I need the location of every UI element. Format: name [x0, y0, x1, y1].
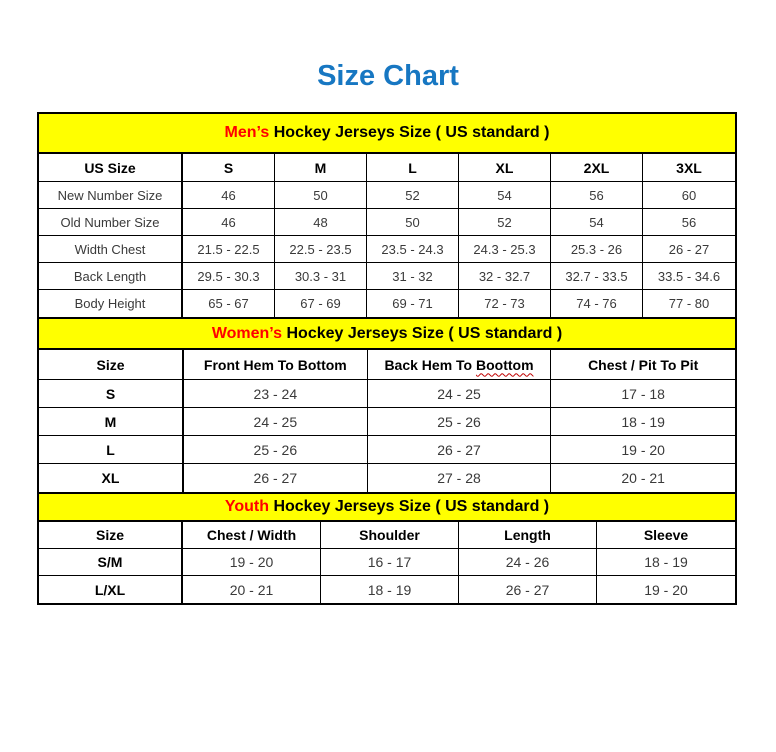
womens-table-row [39, 380, 735, 408]
mens-size-value: 69 - 71 [367, 290, 459, 317]
mens-size-value: 24.3 - 25.3 [459, 236, 551, 262]
mens-table-row [39, 236, 735, 263]
womens-section [39, 317, 735, 492]
womens-column-header [368, 350, 552, 379]
womens-table-row [39, 408, 735, 436]
womens-size-value: 25 - 26 [184, 436, 368, 463]
mens-column-header: US Size [39, 154, 183, 181]
mens-size-value: 54 [551, 209, 643, 235]
mens-size-value: 60 [681, 187, 697, 203]
mens-size-value: 21.5 - 22.5 [183, 236, 275, 262]
mens-size-value: 30.3 - 31 [275, 263, 367, 289]
mens-size-value: 77 - 80 [668, 296, 710, 311]
mens-title-highlight: Men’s [224, 124, 270, 141]
size-chart-table [37, 112, 737, 605]
womens-size-value: 19 - 20 [621, 441, 665, 458]
mens-size-value: 50 [275, 182, 367, 208]
mens-size-value: 56 [681, 214, 697, 230]
mens-column-header: S [183, 154, 275, 181]
mens-size-value: 48 [275, 209, 367, 235]
youth-table-row [39, 549, 735, 576]
mens-table-row [39, 263, 735, 290]
youth-size-value: 26 - 27 [459, 576, 597, 603]
womens-row-label: M [39, 408, 184, 435]
youth-size-value: 18 - 19 [321, 576, 459, 603]
mens-size-value: 25.3 - 26 [551, 236, 643, 262]
womens-size-value: 24 - 25 [368, 380, 552, 407]
youth-section [39, 492, 735, 603]
youth-size-value: 19 - 20 [183, 549, 321, 575]
youth-column-header-row [39, 522, 735, 549]
youth-column-header: Sleeve [643, 527, 689, 543]
youth-size-value: 20 - 21 [183, 576, 321, 603]
mens-row-label: Back Length [39, 263, 183, 289]
youth-section-title-band [39, 492, 735, 522]
youth-row-label: S/M [39, 549, 183, 575]
mens-table-row [39, 290, 735, 317]
womens-size-value: 25 - 26 [368, 408, 552, 435]
mens-column-header: 3XL [676, 159, 702, 176]
youth-table-row [39, 576, 735, 603]
mens-size-value: 32.7 - 33.5 [551, 263, 643, 289]
mens-table-row [39, 182, 735, 209]
mens-size-value: 46 [183, 182, 275, 208]
mens-row-label: New Number Size [39, 182, 183, 208]
youth-size-value: 24 - 26 [459, 549, 597, 575]
womens-title-text: Hockey Jerseys Size ( US standard ) [286, 324, 563, 342]
youth-size-value: 18 - 19 [644, 554, 688, 570]
womens-row-label: L [39, 436, 184, 463]
mens-size-value: 65 - 67 [183, 290, 275, 317]
womens-table-row [39, 464, 735, 492]
youth-size-value: 16 - 17 [321, 549, 459, 575]
mens-section [39, 114, 735, 317]
mens-size-value: 29.5 - 30.3 [183, 263, 275, 289]
mens-size-value: 46 [183, 209, 275, 235]
womens-row-label: S [39, 380, 184, 407]
womens-size-value: 18 - 19 [621, 413, 665, 430]
womens-column-header: Size [39, 350, 184, 379]
mens-title-text: Hockey Jerseys Size ( US standard ) [273, 124, 550, 141]
womens-size-value: 17 - 18 [621, 385, 665, 402]
mens-size-value: 67 - 69 [275, 290, 367, 317]
mens-size-value: 52 [459, 209, 551, 235]
mens-size-value: 74 - 76 [551, 290, 643, 317]
mens-size-value: 56 [551, 182, 643, 208]
mens-size-value: 33.5 - 34.6 [657, 268, 721, 284]
page-title: Size Chart [317, 60, 459, 92]
womens-column-header-row [39, 350, 735, 380]
mens-size-value: 50 [367, 209, 459, 235]
youth-title-text: Hockey Jerseys Size ( US standard ) [273, 498, 550, 515]
youth-column-header: Shoulder [321, 522, 459, 548]
womens-title-highlight: Women’s [211, 324, 283, 342]
youth-size-value: 19 - 20 [644, 581, 688, 598]
womens-size-value: 26 - 27 [184, 464, 368, 492]
mens-size-value: 52 [367, 182, 459, 208]
womens-size-value: 24 - 25 [184, 408, 368, 435]
womens-row-label: XL [39, 464, 184, 492]
womens-table-row [39, 436, 735, 464]
mens-size-value: 72 - 73 [459, 290, 551, 317]
mens-row-label: Old Number Size [39, 209, 183, 235]
mens-size-value: 54 [459, 182, 551, 208]
mens-column-header-row [39, 154, 735, 182]
womens-section-title-band [39, 317, 735, 350]
womens-column-header: Chest / Pit To Pit [588, 356, 699, 373]
youth-row-label: L/XL [39, 576, 183, 603]
womens-column-header: Front Hem To Bottom [184, 350, 368, 379]
womens-size-value: 26 - 27 [368, 436, 552, 463]
mens-size-value: 32 - 32.7 [459, 263, 551, 289]
mens-size-value: 26 - 27 [668, 241, 710, 257]
mens-section-title-band [39, 114, 735, 154]
youth-column-header: Chest / Width [183, 522, 321, 548]
mens-row-label: Width Chest [39, 236, 183, 262]
mens-size-value: 31 - 32 [367, 263, 459, 289]
mens-column-header: L [367, 154, 459, 181]
mens-size-value: 23.5 - 24.3 [367, 236, 459, 262]
misspelled-word: Boottom [475, 356, 534, 373]
womens-size-value: 20 - 21 [621, 470, 665, 486]
mens-column-header: M [275, 154, 367, 181]
womens-size-value: 23 - 24 [184, 380, 368, 407]
youth-title-highlight: Youth [224, 498, 269, 515]
column-header-text: Back Hem To [384, 356, 476, 373]
mens-table-row [39, 209, 735, 236]
youth-column-header: Length [459, 522, 597, 548]
mens-row-label: Body Height [39, 290, 183, 317]
mens-size-value: 22.5 - 23.5 [275, 236, 367, 262]
youth-column-header: Size [39, 522, 183, 548]
mens-column-header: 2XL [551, 154, 643, 181]
womens-size-value: 27 - 28 [368, 464, 552, 492]
mens-column-header: XL [459, 154, 551, 181]
